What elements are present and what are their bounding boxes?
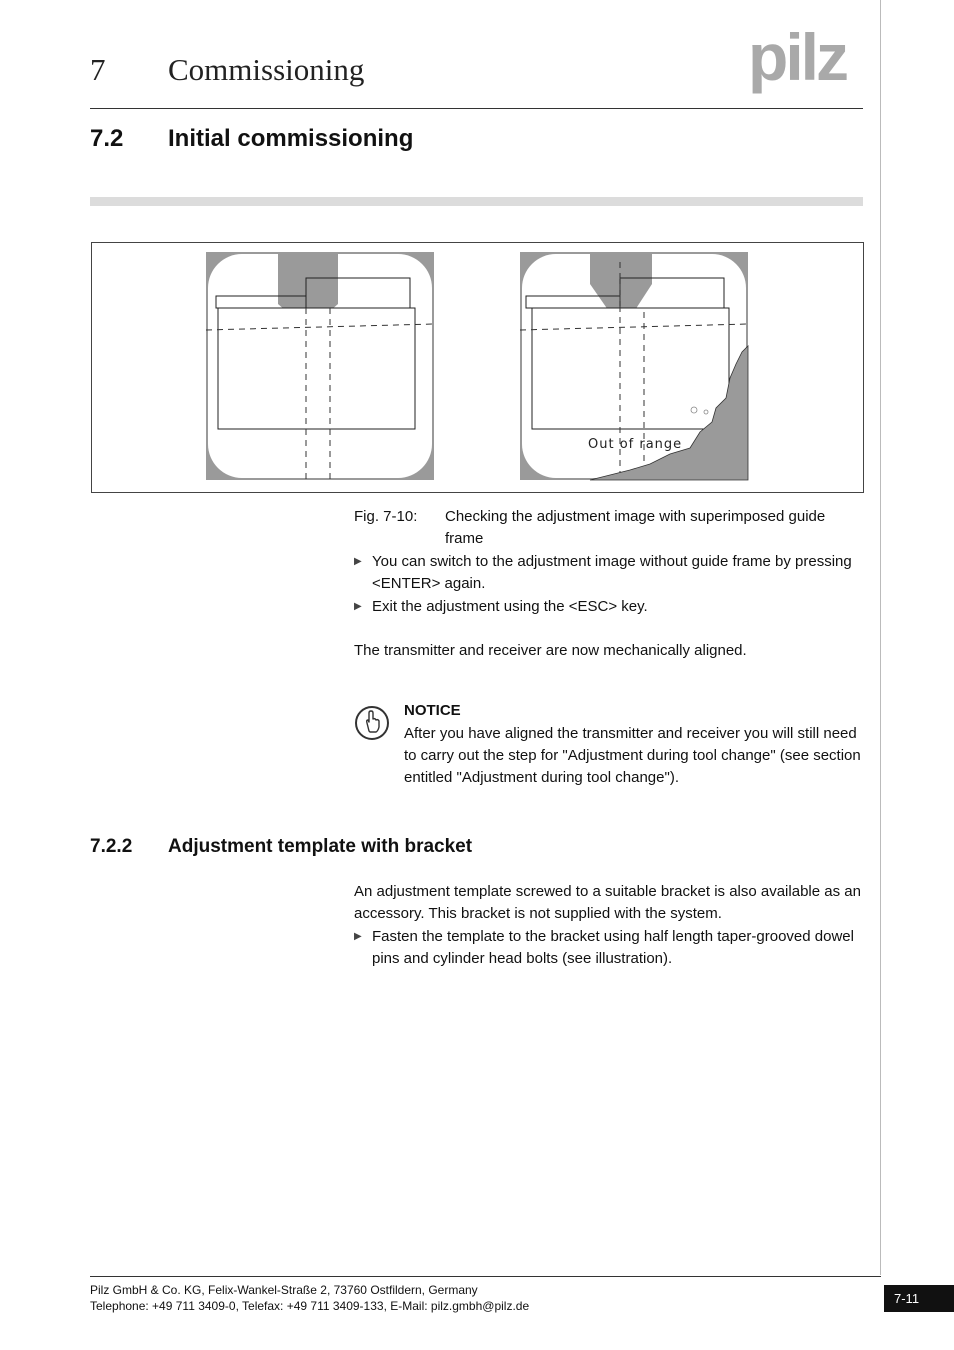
list-item <box>354 596 862 618</box>
pilz-logo-graphic <box>748 28 864 94</box>
notice-title: NOTICE <box>404 702 461 719</box>
bullet-arrow-icon: ▶ <box>354 931 362 942</box>
list-item <box>354 551 862 595</box>
list-item <box>354 926 862 970</box>
adjustment-image-left <box>206 252 434 480</box>
footer-contact: Telephone: +49 711 3409-0, Telefax: +49 711 3409-133, E-Mail: pilz.gmbh@pilz.de <box>90 1299 530 1313</box>
chapter-number: 7 <box>90 52 106 87</box>
paragraph-aligned: The transmitter and receiver are now mechanically aligned. <box>354 642 747 659</box>
figure-caption-text: Checking the adjustment image with superimposed guide frame <box>445 508 826 547</box>
subsection-number: 7.2.2 <box>90 836 133 857</box>
list-item-text: Fasten the template to the bracket using half length taper-grooved dowel pins and cylinder head bolts (see illustration). <box>372 928 854 967</box>
pointing-hand-icon <box>354 705 390 746</box>
footer-address: Pilz GmbH & Co. KG, Felix-Wankel-Straße 2, 73760 Ostfildern, Germany <box>90 1283 478 1297</box>
figure-frame <box>91 242 864 493</box>
section-title: Initial commissioning <box>168 125 414 152</box>
bullet-arrow-icon: ▶ <box>354 556 362 567</box>
out-of-range-label: Out of range <box>588 437 683 452</box>
page-number-badge: 7-11 <box>884 1285 954 1312</box>
header-rule <box>90 108 863 109</box>
figure-caption-label: Fig. 7-10: <box>354 508 418 525</box>
svg-text:pilz: pilz <box>748 28 846 94</box>
list-item-text: Exit the adjustment using the <ESC> key. <box>372 598 648 615</box>
chapter-title: Commissioning <box>168 52 365 87</box>
notice-text: After you have aligned the transmitter and receiver you will still need to carry out the step for "Adjustment during tool change" (see section entitled "Adjustment during tool change"). <box>404 725 861 786</box>
bullet-arrow-icon: ▶ <box>354 601 362 612</box>
section-number: 7.2 <box>90 125 124 152</box>
list-item-text: You can switch to the adjustment image without guide frame by pressing <ENTER> again. <box>372 553 852 592</box>
footer-rule <box>90 1276 881 1277</box>
adjustment-image-right <box>520 252 748 480</box>
margin-rule <box>880 0 881 1275</box>
adjustment-image-figure <box>92 243 863 492</box>
subsection-title: Adjustment template with bracket <box>168 836 473 857</box>
pilz-logo <box>748 28 864 99</box>
section-divider-bar <box>90 197 863 206</box>
paragraph-template: An adjustment template screwed to a suitable bracket is also available as an accessory. This bracket is not supplied with the system. <box>354 883 861 922</box>
